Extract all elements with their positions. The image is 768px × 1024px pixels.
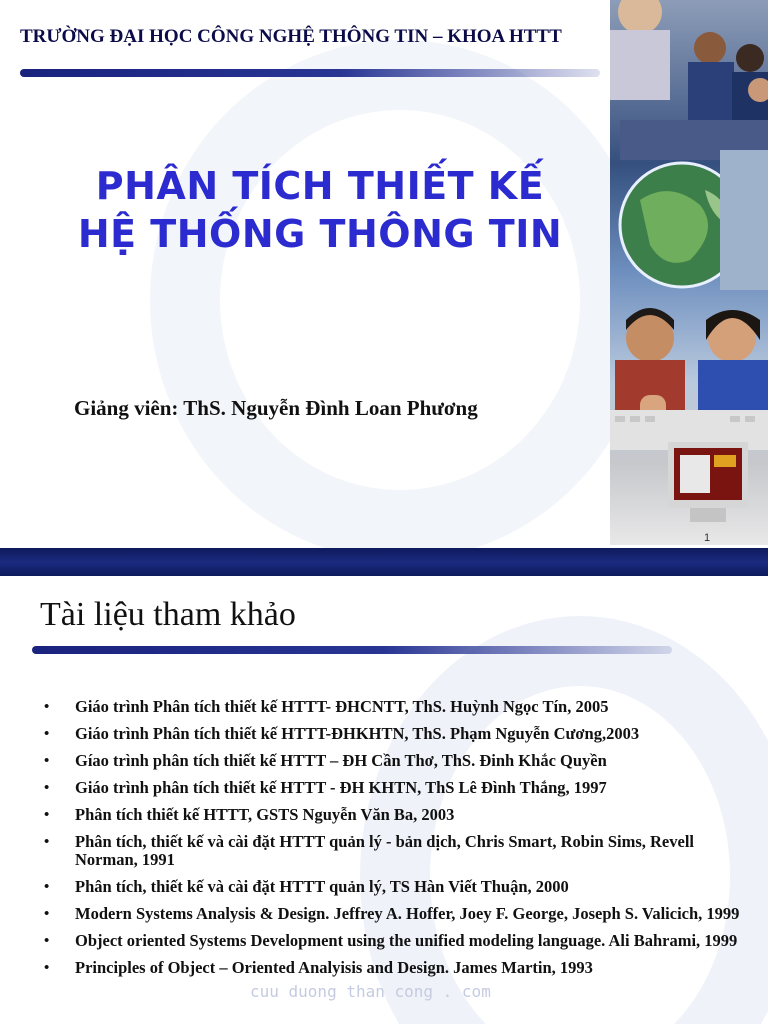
list-item <box>44 806 744 824</box>
list-item <box>44 905 744 923</box>
bullet-icon: • <box>44 807 50 823</box>
list-item <box>44 752 744 770</box>
reference-text: Object oriented Systems Development using the unified modeling language. Ali Bahrami, 1999 <box>75 931 738 950</box>
list-item <box>44 779 744 797</box>
bullet-icon: • <box>44 834 50 850</box>
bullet-icon: • <box>44 726 50 742</box>
title-line-2: HỆ THỐNG THÔNG TIN <box>77 212 563 256</box>
students-computer-photo <box>610 0 768 545</box>
reference-text: Gíao trình phân tích thiết kế HTTT – ĐH Cần Thơ, ThS. Đinh Khắc Quyền <box>75 751 607 770</box>
slide-number: 1 <box>704 532 711 544</box>
reference-text: Phân tích, thiết kế và cài đặt HTTT quản lý, TS Hàn Viết Thuận, 2000 <box>75 877 569 896</box>
list-item <box>44 932 744 950</box>
reference-text: Phân tích thiết kế HTTT, GSTS Nguyễn Văn Ba, 2003 <box>75 805 455 824</box>
list-item <box>44 878 744 896</box>
watermark-text: cuu duong than cong . com <box>250 982 491 1001</box>
bullet-icon: • <box>44 906 50 922</box>
page-title <box>20 162 620 258</box>
reference-text: Principles of Object – Oriented Analyisis and Design. James Martin, 1993 <box>75 958 593 977</box>
reference-text: Modern Systems Analysis & Design. Jeffrey A. Hoffer, Joey F. George, Joseph S. Valicich, 1999 <box>75 904 740 923</box>
reference-text: Giáo trình Phân tích thiết kế HTTT-ĐHKHTN, ThS. Phạm Nguyễn Cương,2003 <box>75 724 640 743</box>
references-slide <box>0 576 768 1024</box>
photo-collage-icon <box>610 0 768 545</box>
reference-text: Giáo trình phân tích thiết kế HTTT - ĐH KHTN, ThS Lê Đình Thắng, 1997 <box>75 778 607 797</box>
reference-list <box>44 698 744 986</box>
list-item <box>44 959 744 977</box>
title-line-1: PHÂN TÍCH THIẾT KẾ <box>95 164 545 208</box>
bullet-icon: • <box>44 960 50 976</box>
bullet-icon: • <box>44 780 50 796</box>
slide-divider <box>0 548 768 576</box>
bullet-icon: • <box>44 753 50 769</box>
heading-rule <box>32 646 672 654</box>
list-item <box>44 698 744 716</box>
reference-text: Phân tích, thiết kế và cài đặt HTTT quản lý - bản dịch, Chris Smart, Robin Sims, Revell Norman, 1991 <box>75 832 694 869</box>
bullet-icon: • <box>44 933 50 949</box>
bullet-icon: • <box>44 699 50 715</box>
university-header: TRƯỜNG ĐẠI HỌC CÔNG NGHỆ THÔNG TIN – KHOA HTTT <box>20 26 562 47</box>
list-item <box>44 833 744 869</box>
header-rule <box>20 69 600 77</box>
background-e-logo <box>150 40 650 548</box>
section-heading: Tài liệu tham khảo <box>40 596 296 633</box>
list-item <box>44 725 744 743</box>
lecturer-name: Giảng viên: ThS. Nguyễn Đình Loan Phương <box>74 396 478 420</box>
reference-text: Giáo trình Phân tích thiết kế HTTT- ĐHCNTT, ThS. Huỳnh Ngọc Tín, 2005 <box>75 697 609 716</box>
bullet-icon: • <box>44 879 50 895</box>
